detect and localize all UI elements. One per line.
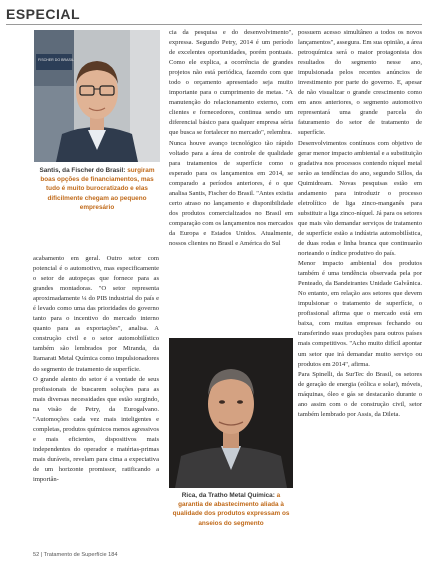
caption-lead: Santis, da Fischer do Brasil:	[39, 167, 126, 174]
paragraph: Para Spinelli, da SurTec do Brasil, os setores de geração de energia (eólica e solar), móveis, máquinas, óleo e gás se destacarão durante o ano assim com o de construção civil, setor também lembrado por Assis, da Dileta.	[298, 370, 422, 418]
caption-text: a garantia de abastecimento aliada à qualidade dos produtos expressam os anseios do segmento	[172, 492, 290, 527]
caption-lead: Rica, da Tratho Metal Química:	[181, 492, 275, 499]
portrait-photo-rica	[169, 338, 293, 488]
photo-caption-santis	[34, 166, 160, 212]
paragraph: O grande alento do setor é a vontade de seus profissionais de buscarem soluções para as mais diversas necessidades que estão surgindo, na visão de Petry, da Eurogalvano. "Automoções cada vez mais inteligentes e completas, produtos químicos menos agressivos e mais eficientes, dispositivos mais independentes do operador e matérias-primas mais duráveis, revelam para cima a expectativa de um horizonte promissor, ratificando a importân-	[33, 375, 160, 484]
portrait-photo-santis	[34, 30, 160, 162]
caption-text: surgiram boas opções de financiamentos, mas tudo é muito burocratizado e elas dificilmente chegam ao pequeno empresário	[40, 167, 155, 211]
paragraph: Menor impacto ambiental dos produtos também é uma tendência observada pela por Penteado, da Bandeirantes Unidade Galvânica. No entanto, em relação aos setores que devem impulsionar o tratamento de superfície, o profissional afirma que o mercado está em baixa, com muitas empresas fechando ou transferindo suas produções para outros países mais competitivos. "Acho muito difícil apontar um setor que irá demandar muito serviço ou produtos em 2014", afirma.	[298, 260, 422, 368]
paragraph: acabamento em geral. Outro setor com potencial é o automotivo, mas especificamente o setor de autopeças que fornece para as grandes montadoras. "O setor representa aproximadamente ¼ do PIB industrial do país e é levado como uma das prioridades do governo tanto para o incentivo do mercado interno quanto para as exportações", analisa. A construção civil e o setor automobilístico também são lembrados por Miranda, da Itamarati Metal Química como impulsionadores do segmento de tratamento de superfície.	[33, 255, 159, 373]
section-title: ESPECIAL	[6, 6, 81, 22]
paragraph: cia da pesquisa e do desenvolvimento", expressa. Segundo Petry, 2014 é um período de excelentes oportunidades, porém pontuais. Como ele explica, a ocorrência de grandes projetos não está periódica, fazendo com que todo o orçamento apresentado seja muito importante para o cumprimento de metas. "A manutenção do relacionamento externo, com clientes e fornecedores, continua sendo um diferencial básico para qualquer empresa séria que busca se fortalecer no mercado", relembra.	[169, 29, 293, 137]
article-column-3	[298, 28, 422, 420]
title-rule	[6, 24, 422, 25]
page-folio: 52 | Tratamento de Superfície 184	[33, 552, 118, 558]
wall-sign-text: FISCHER DO BRASIL	[38, 58, 74, 62]
article-column-2	[169, 28, 293, 249]
article-column-1	[33, 254, 159, 485]
photo-caption-rica	[169, 491, 293, 528]
paragraph: Nunca houve avanço tecnológico tão rápido voltado para a área de controle de qualidade para tratamentos de superfície como o esperado para os lançamentos em 2014, se comparado a períodos anteriores, é o que analisa Santis, Fischer do Brasil. "Antes existia certo atraso no lançamento e disponibilidade dos produtos comercializados no Brasil em comparação com os lançamentos nos mercados da Europa e Estados Unidos. Atualmente, nossos clientes no Brasil e América do Sul	[169, 139, 293, 247]
paragraph: possuem acesso simultâneo a todos os novos lançamentos", assegura. Em sua opinião, a área petroquímica será o maior protagonista dos resultados do segmento nesse ano, impulsionada pelos recentes anúncios de investimento por parte do governo. E, apesar de não visualizar o grande crescimento como em anos anteriores, o segmento automotivo representará uma grande parcela do faturamento do setor de tratamento de superfície.	[298, 29, 422, 137]
paragraph: Desenvolvimentos contínuos com objetivo de gerar menor impacto ambiental e a substituição gradativa nos processos contendo níquel metal serão as tendências do ano, segundo Sillos, da Quimidream. Novas pesquisas estão em andamento para introduzir o processo eletrolítico de liga zinco-manganês para substituir a liga zinco-níquel. Já para os setores que mais vão demandar serviços de tratamento de superfície estão a indústria automobilística, de duas rodas e linha branca que continuarão norteando o índice produtivo do país.	[298, 139, 422, 258]
